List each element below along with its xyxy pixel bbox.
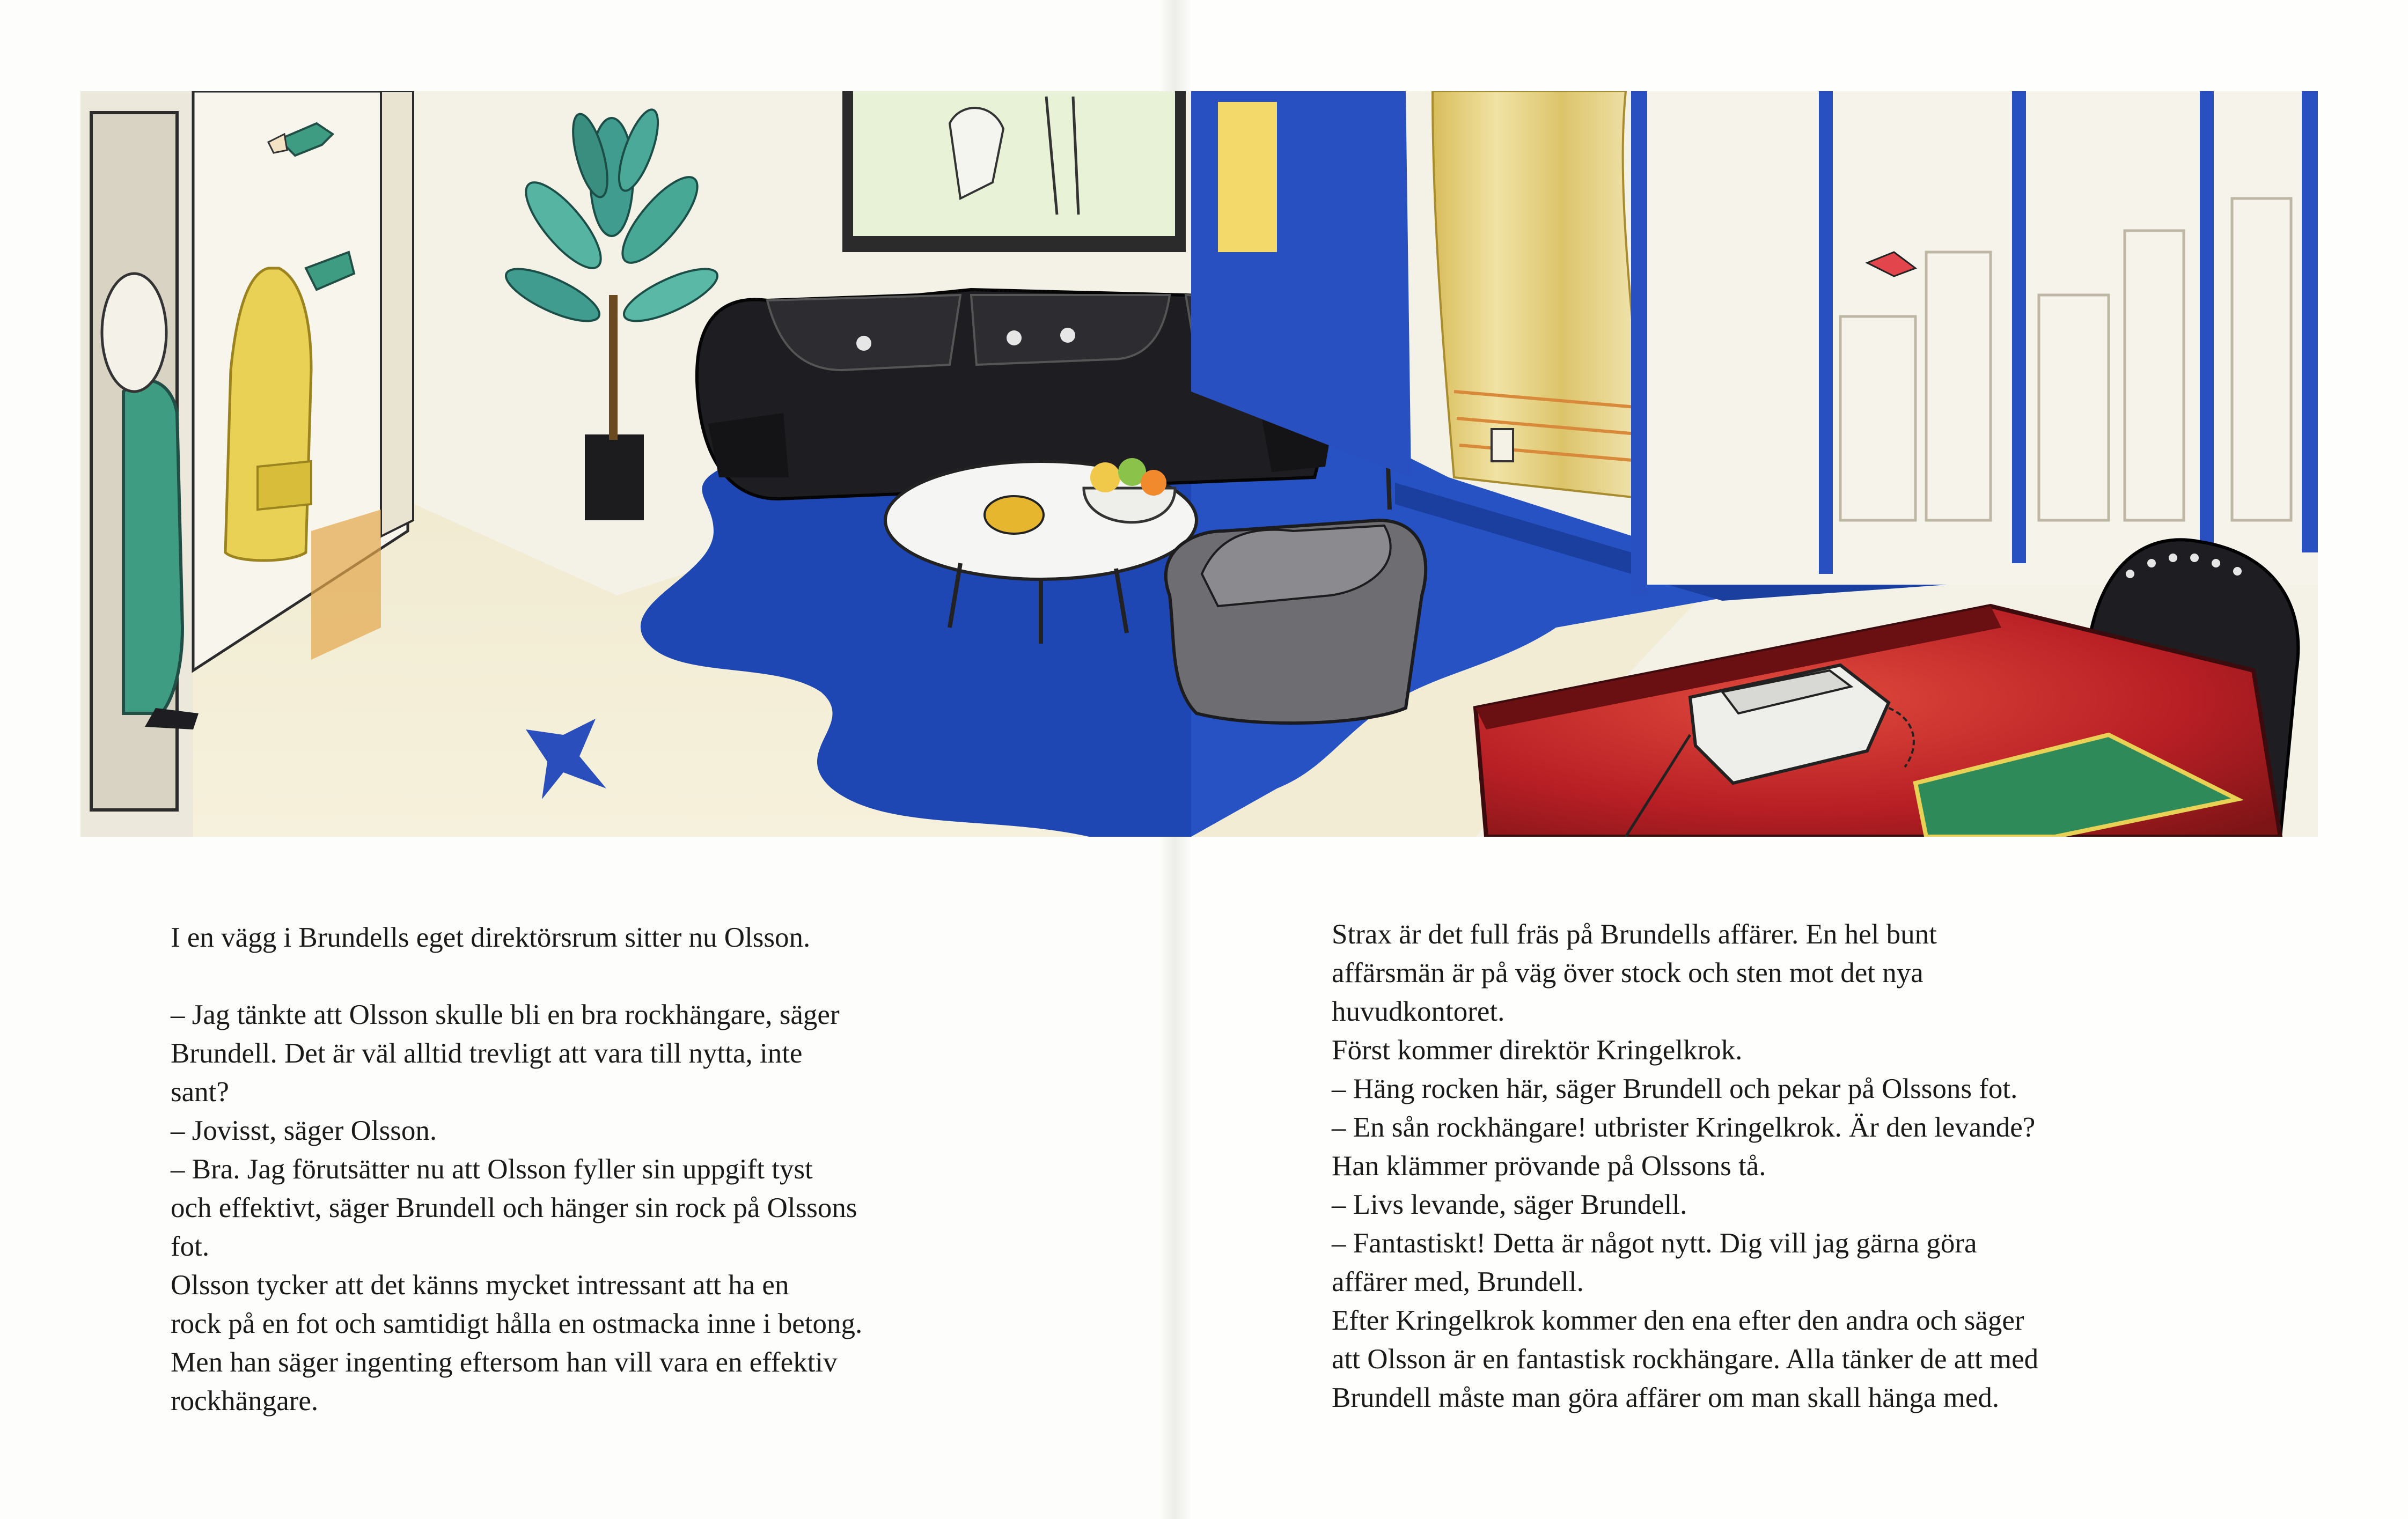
text-line: Strax är det full fräs på Brundells affärer. En hel bunt <box>1332 919 1937 950</box>
text-line: Brundell måste man göra affärer om man skall hänga med. <box>1332 1382 2000 1413</box>
picture-canvas <box>853 91 1175 236</box>
office-illustration <box>80 91 2318 837</box>
yellow-curtain <box>1433 91 1647 499</box>
text-line: att Olsson är en fantastisk rockhängare. Alla tänker de att med <box>1332 1344 2039 1375</box>
text-line: Olsson tycker att det känns mycket intressant att ha en <box>171 1270 789 1301</box>
text-line: – Häng rocken här, säger Brundell och pekar på Olssons fot. <box>1332 1073 2018 1104</box>
text-line: fot. <box>171 1231 210 1262</box>
fruit-banana <box>1090 462 1120 492</box>
text-line: – Jag tänkte att Olsson skulle bli en bra rockhängare, säger <box>171 999 840 1030</box>
olsson-figure <box>123 380 182 713</box>
right-page-text <box>1332 915 2276 1417</box>
text-line: sant? <box>171 1076 229 1108</box>
text-line: affärer med, Brundell. <box>1332 1266 1584 1297</box>
text-line: Först kommer direktör Kringelkrok. <box>1332 1035 1743 1066</box>
text-line: affärsmän är på väg över stock och sten mot det nya <box>1332 957 1924 989</box>
text-line: – Jovisst, säger Olsson. <box>171 1115 437 1146</box>
coat-pocket <box>258 461 311 510</box>
text-line: – Livs levande, säger Brundell. <box>1332 1189 1687 1220</box>
text-line: Efter Kringelkrok kommer den ena efter den andra och säger <box>1332 1305 2024 1336</box>
wall-edge <box>381 91 413 536</box>
blank-line <box>171 957 1040 996</box>
text-line: Han klämmer prövande på Olssons tå. <box>1332 1151 1766 1182</box>
text-line: Brundell. Det är väl alltid trevligt att vara till nytta, inte <box>171 1038 803 1069</box>
lamp-glow-window <box>1218 102 1277 252</box>
text-line: och effektivt, säger Brundell och hänger sin rock på Olssons <box>171 1192 857 1223</box>
table-object <box>985 496 1044 534</box>
fruit-orange <box>1141 470 1166 496</box>
text-line: rock på en fot och samtidigt hålla en ostmacka inne i betong. <box>171 1308 863 1339</box>
olsson-head <box>102 274 166 392</box>
text-line: – En sån rockhängare! utbrister Kringelkrok. Är den levande? <box>1332 1112 2036 1143</box>
window-area <box>1636 91 2318 585</box>
left-page-text <box>171 918 1040 1420</box>
text-line: rockhängare. <box>171 1385 319 1417</box>
plant-stem <box>609 295 618 440</box>
text-line: Men han säger ingenting eftersom han vill vara en effektiv <box>171 1347 838 1378</box>
text-line: – Fantastiskt! Detta är något nytt. Dig vill jag gärna göra <box>1332 1228 1977 1259</box>
text-line: I en vägg i Brundells eget direktörsrum sitter nu Olsson. <box>171 922 811 953</box>
plant-pot <box>585 434 644 520</box>
text-line: – Bra. Jag förutsätter nu att Olsson fyller sin uppgift tyst <box>171 1154 813 1185</box>
wall-outlet <box>1492 429 1513 461</box>
text-line: huvudkontoret. <box>1332 996 1505 1027</box>
